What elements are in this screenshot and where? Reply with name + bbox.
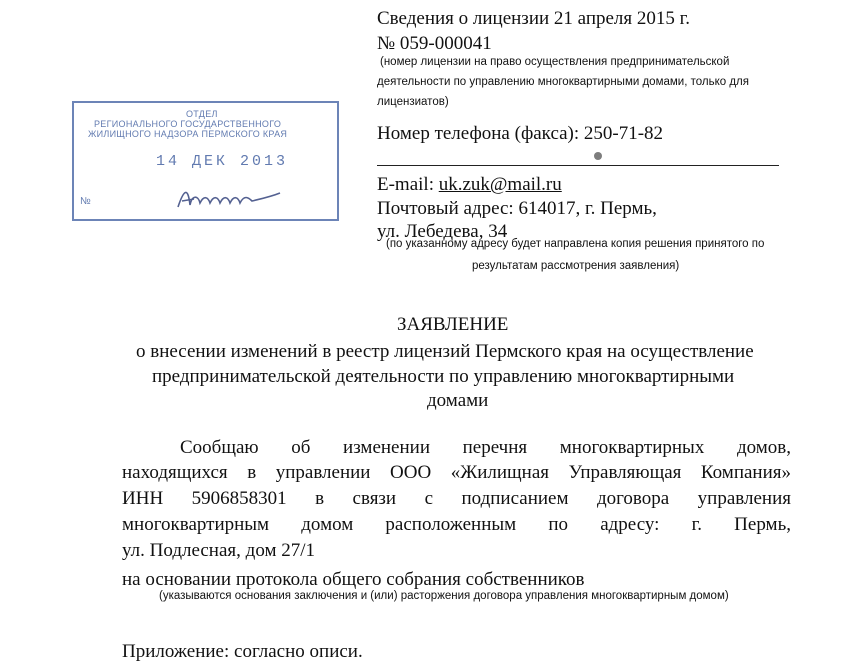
stamp-number-label: № <box>80 196 91 207</box>
body-line-5: ул. Подлесная, дом 27/1 <box>122 540 316 561</box>
license-note-3: лицензиатов) <box>377 96 449 108</box>
license-number: № 059-000041 <box>377 33 492 54</box>
license-note-1: (номер лицензии на право осуществления предпринимательской <box>380 56 730 68</box>
scan-dot <box>594 152 602 160</box>
body-note: (указываются основания заключения и (или) расторжения договора управления многоквартирным домом) <box>159 590 729 602</box>
underline-rule <box>377 165 779 166</box>
body-line-2: находящихся в управлении ООО «Жилищная Управляющая Компания» <box>122 462 791 483</box>
stamp-line-2: РЕГИОНАЛЬНОГО ГОСУДАРСТВЕННОГО <box>94 119 282 129</box>
document-title: ЗАЯВЛЕНИЕ <box>397 314 509 335</box>
attachment-line: Приложение: согласно описи. <box>122 641 363 662</box>
email-label: E-mail: <box>377 174 439 195</box>
postal-note-2: результатам рассмотрения заявления) <box>472 260 680 272</box>
email-link[interactable]: uk.zuk@mail.ru <box>438 174 562 195</box>
postal-note-1: (по указанному адресу будет направлена копия решения принятого по <box>386 238 765 250</box>
body-line-6: на основании протокола общего собрания собственников <box>122 569 585 590</box>
title-sub-2: предпринимательской деятельности по управлению многоквартирными <box>152 366 735 387</box>
signature-icon <box>174 185 284 213</box>
registration-stamp <box>72 101 339 221</box>
postal-line-1: Почтовый адрес: 614017, г. Пермь, <box>377 198 657 219</box>
body-line-1: Сообщаю об изменении перечня многоквартирных домов, <box>180 437 791 458</box>
stamp-line-3: ЖИЛИЩНОГО НАДЗОРА ПЕРМСКОГО КРАЯ <box>88 129 288 139</box>
stamp-date: 14 ДЕК 2013 <box>156 153 289 170</box>
body-line-4: многоквартирным домом расположенным по адресу: г. Пермь, <box>122 514 791 535</box>
stamp-line-1: ОТДЕЛ <box>186 109 218 119</box>
license-info: Сведения о лицензии 21 апреля 2015 г. <box>377 8 691 29</box>
body-line-3: ИНН 5906858301 в связи с подписанием договора управления <box>122 488 791 509</box>
postal-line-2: ул. Лебедева, 34 <box>377 221 508 242</box>
phone-line: Номер телефона (факса): 250-71-82 <box>377 123 664 144</box>
title-sub-1: о внесении изменений в реестр лицензий Пермского края на осуществление <box>136 341 754 362</box>
title-sub-3: домами <box>427 390 489 411</box>
email-line <box>377 173 562 197</box>
license-note-2: деятельности по управлению многоквартирными домами, только для <box>377 76 749 88</box>
